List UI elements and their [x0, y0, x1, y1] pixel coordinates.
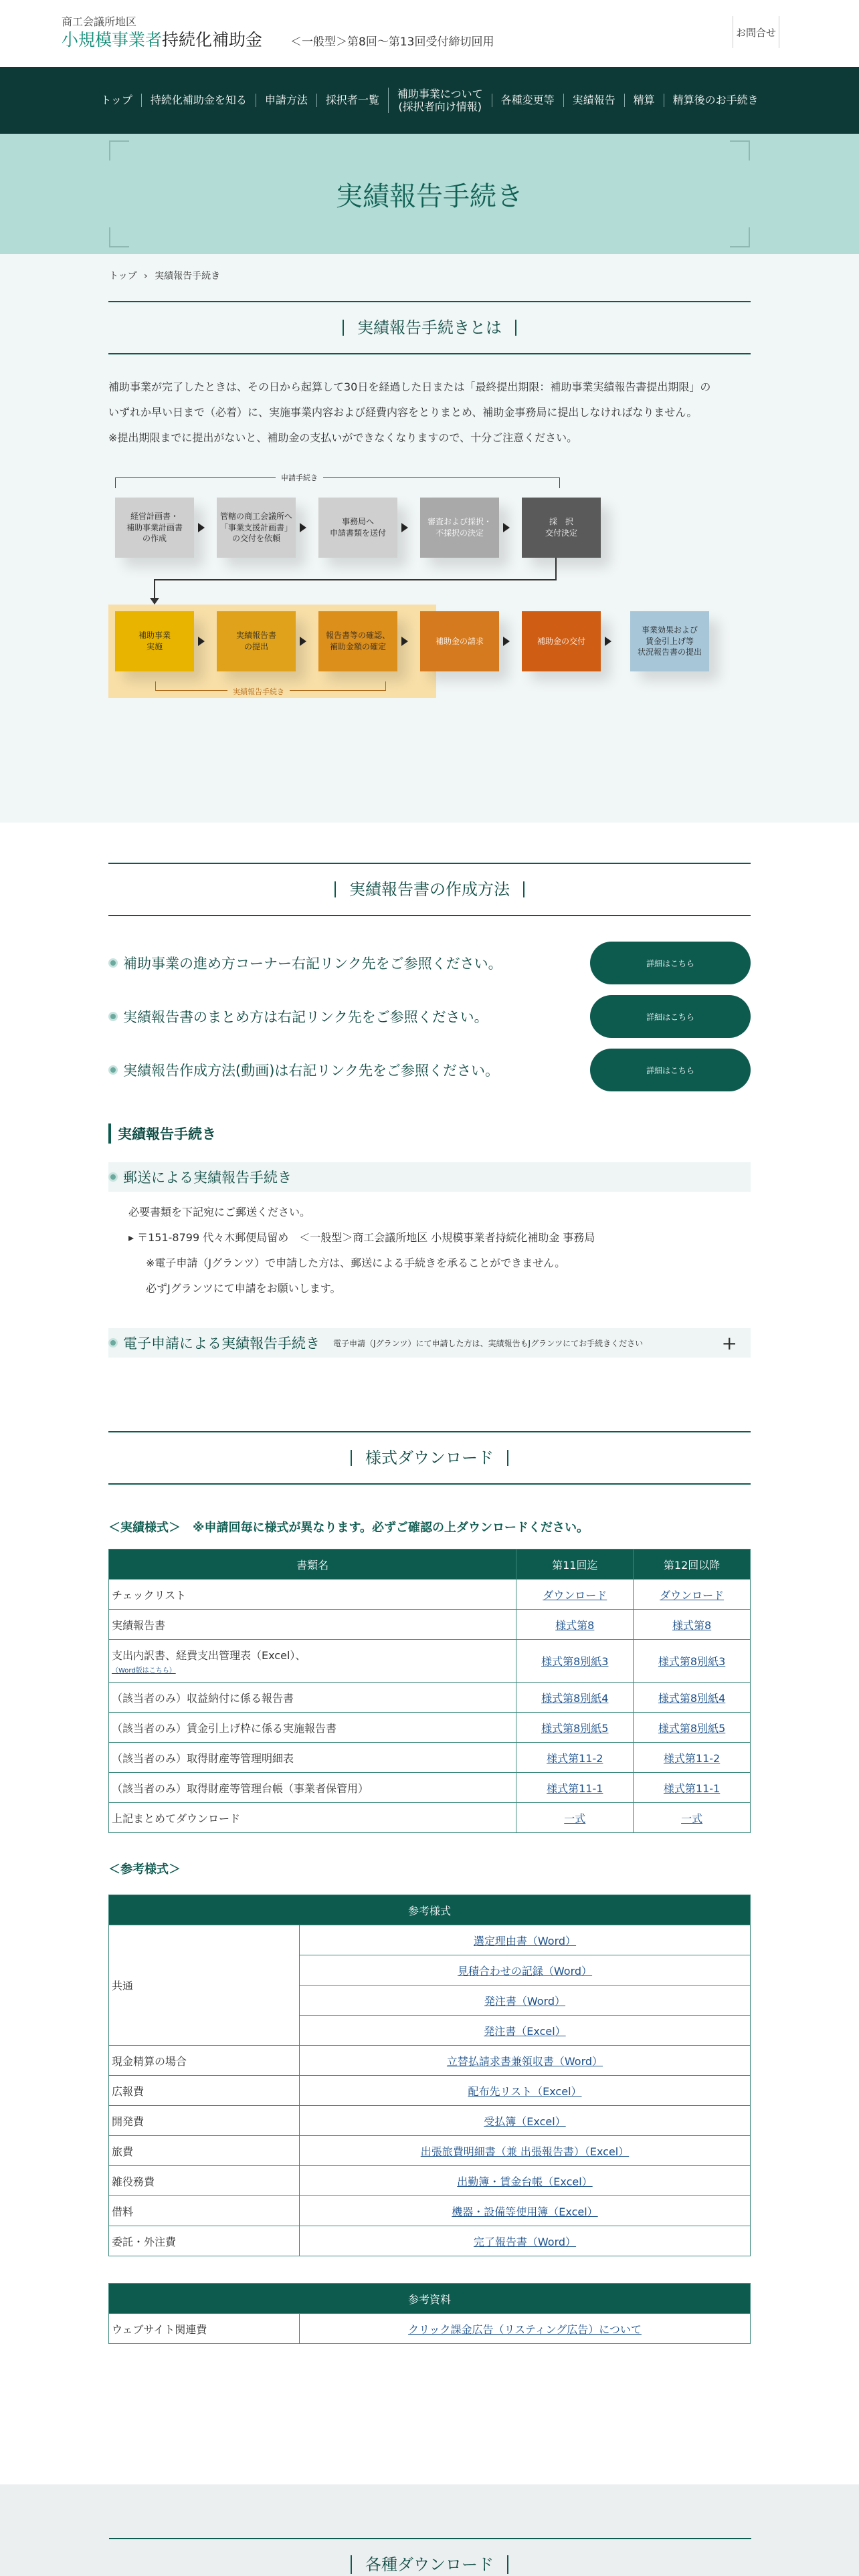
table-row — [109, 2196, 751, 2226]
doc-name-cell: （該当者のみ）取得財産等管理台帳（事業者保管用） — [109, 1773, 516, 1803]
flow-arrow-icon — [401, 637, 408, 646]
link-cell — [300, 1955, 751, 1985]
table-row — [109, 2106, 751, 2136]
site-header — [0, 0, 859, 67]
reference-link[interactable]: 機器・設備等使用簿（Excel） — [452, 2205, 598, 2218]
flow-step-report-0: 補助事業 実施 — [115, 611, 194, 671]
table-row — [109, 1580, 751, 1610]
download-link[interactable]: 様式第8 — [672, 1618, 712, 1632]
table-row — [109, 2166, 751, 2196]
category-cell: 委託・外注費 — [109, 2226, 300, 2256]
link-cell — [300, 1985, 751, 2016]
mail-procedure-body — [108, 1200, 751, 1301]
method-row-label: 実績報告書のまとめ方は右記リンク先をご参照ください。 — [123, 1009, 488, 1025]
flow-arrow-icon — [300, 637, 306, 646]
download-link[interactable]: 様式第11-2 — [547, 1751, 603, 1765]
download-link[interactable]: 様式第8別紙3 — [658, 1655, 726, 1668]
nav-item-3[interactable]: 採択者一覧 — [316, 94, 388, 106]
mail-line: ※電子申請（Jグランツ）で申請した方は、郵送による手続きを承ることができません。 — [135, 1257, 566, 1269]
intro-section — [0, 254, 859, 823]
download-link[interactable]: 様式第8別紙5 — [541, 1721, 609, 1735]
flow-step-apply-0: 経営計画書・ 補助事業計画書 の作成 — [115, 498, 194, 558]
download-cell — [516, 1610, 634, 1640]
category-cell: 開発費 — [109, 2106, 300, 2136]
category-cell: ウェブサイト関連費 — [109, 2314, 300, 2344]
flow-arrow-icon — [605, 637, 611, 646]
header-round: ＜一般型＞第8回〜第13回受付締切回用 — [290, 35, 494, 49]
link-cell — [300, 1925, 751, 1955]
method-section — [0, 823, 859, 1358]
doc-name-cell: （該当者のみ）収益納付に係る報告書 — [109, 1683, 516, 1713]
site-logo[interactable]: 小規模事業者持続化補助金 — [62, 30, 263, 49]
reference-link[interactable]: 見積合わせの記録（Word） — [457, 1964, 593, 1977]
reference-link[interactable]: 立替払請求書兼領収書（Word） — [446, 2054, 603, 2068]
nav-item-4[interactable]: 補助事業について (採択者向け情報) — [388, 88, 492, 113]
table-row — [109, 1713, 751, 1743]
method-row — [108, 990, 751, 1043]
download-cell — [634, 1743, 751, 1773]
reference-link[interactable]: 発注書（Excel） — [484, 2024, 566, 2038]
download-cell — [634, 1713, 751, 1743]
download-link[interactable]: 様式第8別紙4 — [541, 1691, 609, 1705]
download-cell — [634, 1610, 751, 1640]
nav-item-0[interactable]: トップ — [100, 94, 132, 107]
nav-item-2[interactable]: 申請方法 — [256, 94, 316, 106]
link-cell — [300, 2016, 751, 2046]
link-cell — [300, 2226, 751, 2256]
detail-button[interactable]: 詳細はこちら — [590, 1049, 751, 1091]
flow-arrow-icon — [401, 523, 408, 532]
reference-link[interactable]: 発注書（Word） — [484, 1994, 566, 2008]
contact-link[interactable]: お問合せ — [733, 16, 779, 48]
flow-step-report-4: 補助金の交付 — [522, 611, 601, 671]
bullet-icon — [108, 1065, 118, 1075]
flow-span-label-apply: 申請手続き — [276, 472, 323, 483]
download-cell — [634, 1773, 751, 1803]
method-row-label: 補助事業の進め方コーナー右記リンク先をご参照ください。 — [123, 956, 502, 972]
table-row — [109, 2046, 751, 2076]
e-application-accordion[interactable]: 電子申請による実績報告手続き 電子申請（Jグランツ）にて申請した方は、実績報告もJグランツにてお手続きください + — [108, 1328, 751, 1358]
link-cell — [300, 2046, 751, 2076]
reference-header: 参考様式 — [109, 1895, 751, 1925]
link-cell — [300, 2076, 751, 2106]
mail-line: ▸ 〒151-8799 代々木郵便局留め ＜一般型＞商工会議所地区 小規模事業者持続化補助金 事務局 — [128, 1231, 595, 1244]
category-cell: 旅費 — [109, 2136, 300, 2166]
more-downloads-title: 各種ダウンロード — [0, 2551, 859, 2575]
flow-step-report-3: 補助金の請求 — [420, 611, 499, 671]
nav-item-6[interactable]: 実績報告 — [563, 94, 624, 106]
method-row — [108, 1043, 751, 1097]
download-link[interactable]: 様式第8 — [555, 1618, 595, 1632]
download-link[interactable]: ダウンロード — [660, 1588, 725, 1602]
doc-name-cell: （該当者のみ）賃金引上げ枠に係る実施報告書 — [109, 1713, 516, 1743]
bullet-icon — [108, 1012, 118, 1021]
method-row — [108, 936, 751, 990]
forms-table — [108, 1549, 751, 1833]
download-section — [0, 1431, 859, 2344]
flow-step-report-5: 事業効果および 賃金引上げ等 状況報告書の提出 — [630, 611, 709, 671]
flow-arrow-icon — [503, 637, 510, 646]
link-cell — [300, 2106, 751, 2136]
flow-arrow-icon — [300, 523, 306, 532]
intro-title: 実績報告手続きとは — [108, 301, 751, 354]
download-link[interactable]: 一式 — [564, 1812, 586, 1825]
doc-name-cell: 上記まとめてダウンロード — [109, 1803, 516, 1833]
method-row-label: 実績報告作成方法(動画)は右記リンク先をご参照ください。 — [123, 1063, 499, 1079]
link-cell — [300, 2196, 751, 2226]
col-header: 第12回以降 — [634, 1549, 751, 1580]
download-link[interactable]: 様式第8別紙4 — [658, 1691, 726, 1705]
nav-item-5[interactable]: 各種変更等 — [492, 94, 563, 106]
doc-name-cell: （該当者のみ）取得財産等管理明細表 — [109, 1743, 516, 1773]
breadcrumb-home[interactable]: トップ — [109, 271, 137, 282]
download-cell — [516, 1773, 634, 1803]
doc-name-cell: 支出内訳書、経費支出管理表（Excel）、 （Word版はこちら） — [109, 1640, 516, 1683]
doc-name-cell: 実績報告書 — [109, 1610, 516, 1640]
process-flow-diagram — [108, 473, 751, 778]
link-cell — [300, 2314, 751, 2344]
breadcrumb — [0, 254, 859, 301]
header-subtitle: 商工会議所地区 — [62, 15, 137, 28]
reference-material-table — [108, 2283, 751, 2344]
table-row — [109, 2076, 751, 2106]
link-cell — [300, 2136, 751, 2166]
detail-button[interactable]: 詳細はこちら — [590, 942, 751, 984]
page-title: 実績報告手続き — [336, 181, 523, 212]
table-row — [109, 1773, 751, 1803]
reference-link[interactable]: 出張旅費明細書（兼 出張報告書）（Excel） — [420, 2145, 630, 2158]
flow-span-label-report: 実績報告手続き — [227, 686, 290, 697]
bullet-icon — [108, 1338, 118, 1348]
download-cell — [634, 1580, 751, 1610]
flow-arrow-icon — [503, 523, 510, 532]
reference-link[interactable]: 配布先リスト（Excel） — [468, 2084, 582, 2098]
table-row — [109, 1803, 751, 1833]
flow-step-apply-2: 事務局へ 申請書類を送付 — [318, 498, 397, 558]
reference-caption: ＜参考様式＞ — [108, 1862, 181, 1876]
download-link[interactable]: 一式 — [681, 1812, 703, 1825]
download-cell — [516, 1743, 634, 1773]
category-cell: 借料 — [109, 2196, 300, 2226]
doc-name-cell: チェックリスト — [109, 1580, 516, 1610]
download-cell — [634, 1640, 751, 1683]
detail-button[interactable]: 詳細はこちら — [590, 995, 751, 1038]
category-cell: 広報費 — [109, 2076, 300, 2106]
download-link[interactable]: 様式第8別紙5 — [658, 1721, 726, 1735]
table-row — [109, 1610, 751, 1640]
download-link[interactable]: ダウンロード — [543, 1588, 607, 1602]
download-cell — [516, 1640, 634, 1683]
download-title: 様式ダウンロード — [108, 1431, 751, 1485]
flow-step-apply-4: 採 択 交付決定 — [522, 498, 601, 558]
nav-item-7[interactable]: 精算 — [624, 94, 664, 106]
download-link[interactable]: 様式第11-2 — [663, 1751, 721, 1765]
download-cell — [516, 1713, 634, 1743]
link-cell — [300, 2166, 751, 2196]
nav-item-8[interactable]: 精算後のお手続き — [664, 94, 767, 106]
mail-line: 必ずJグランツにて申請をお願いします。 — [135, 1282, 341, 1295]
nav-item-1[interactable]: 持続化補助金を知る — [141, 94, 256, 106]
page-hero — [0, 134, 859, 254]
download-cell — [516, 1683, 634, 1713]
download-link[interactable]: 様式第11-1 — [663, 1782, 721, 1795]
col-header: 第11回迄 — [516, 1549, 634, 1580]
table-row — [109, 1743, 751, 1773]
table-row — [109, 2226, 751, 2256]
breadcrumb-separator-icon: › — [144, 271, 148, 282]
flow-step-report-1: 実績報告書 の提出 — [217, 611, 296, 671]
reference-link[interactable]: クリック課金広告（リスティング広告）について — [408, 2323, 642, 2336]
table-row — [109, 1640, 751, 1683]
flow-arrow-icon — [198, 523, 205, 532]
method-title: 実績報告書の作成方法 — [108, 863, 751, 916]
form-caption: ＜実績様式＞ ※申請回毎に様式が異なります。必ずご確認の上ダウンロードください。 — [108, 1521, 589, 1535]
category-cell: 現金精算の場合 — [109, 2046, 300, 2076]
breadcrumb-current: 実績報告手続き — [155, 271, 221, 282]
table-row — [109, 2136, 751, 2166]
category-cell: 共通 — [109, 1925, 300, 2046]
global-nav — [0, 67, 859, 134]
download-link[interactable]: 様式第8別紙3 — [541, 1655, 609, 1668]
flow-arrow-icon — [198, 637, 205, 646]
reference-link[interactable]: 出勤簿・賃金台帳（Excel） — [457, 2175, 593, 2188]
flow-step-report-2: 報告書等の確認、 補助金額の確定 — [318, 611, 397, 671]
download-cell — [516, 1580, 634, 1610]
category-cell: 雑役務費 — [109, 2166, 300, 2196]
table-row — [109, 2314, 751, 2344]
reference-link[interactable]: 受払簿（Excel） — [484, 2115, 566, 2128]
download-link[interactable]: 様式第11-1 — [547, 1782, 603, 1795]
flow-step-apply-3: 審査および採択・ 不採択の決定 — [420, 498, 499, 558]
more-downloads-section — [0, 2484, 859, 2576]
table-row — [109, 1683, 751, 1713]
table-row — [109, 1925, 751, 1955]
bullet-icon — [108, 1172, 118, 1182]
reference-link[interactable]: 完了報告書（Word） — [473, 2235, 577, 2248]
flow-step-apply-1: 管轄の商工会議所へ 「事業支援計画書」 の交付を依頼 — [217, 498, 296, 558]
reference-table — [108, 1895, 751, 2256]
mail-procedure-header[interactable]: 郵送による実績報告手続き — [108, 1162, 751, 1192]
download-cell — [634, 1683, 751, 1713]
bullet-icon — [108, 958, 118, 968]
reference-material-header: 参考資料 — [109, 2284, 751, 2314]
download-cell — [634, 1803, 751, 1833]
col-header: 書類名 — [109, 1549, 516, 1580]
expand-plus-icon[interactable]: + — [721, 1331, 737, 1354]
reference-link[interactable]: 選定理由書（Word） — [473, 1934, 577, 1947]
download-cell — [516, 1803, 634, 1833]
intro-text: 補助事業が完了したときは、その日から起算して30日を経過した日または「最終提出期限：補助事業実績報告書提出期限」の いずれか早い日まで（必着）に、実施事業内容および経費内容をとりまとめ、補助金事務局に提出しなければなりません。 ※提出期限までに提出がないと、補助金の支払いができなくなりますので、十分ご注意ください。 — [108, 381, 711, 444]
mail-line: 必要書類を下記宛にご郵送ください。 — [128, 1206, 311, 1218]
procedure-heading: 実績報告手続き — [108, 1123, 751, 1144]
word-version-link[interactable]: （Word版はこちら） — [112, 1667, 176, 1675]
